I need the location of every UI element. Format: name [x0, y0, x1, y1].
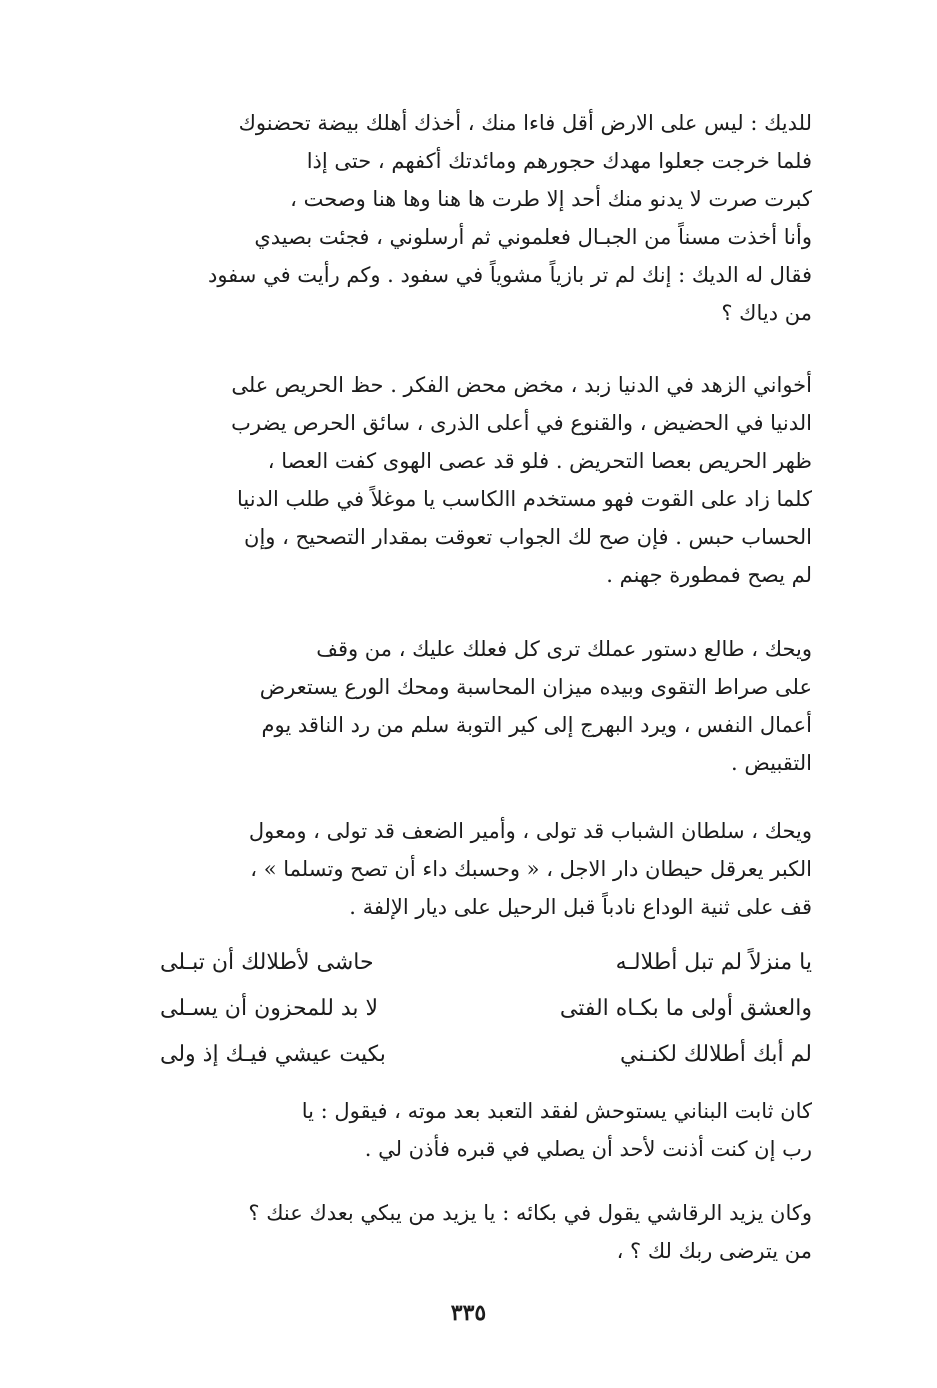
text-line: كبرت صرت لا يدنو منك أحد إلا طرت ها هنا وها هنا وصحت ،	[290, 187, 812, 211]
paragraph-zuhd	[160, 366, 812, 594]
verse-first-hemistich: لم أبك أطلالك لكنـني	[619, 1042, 812, 1067]
text-line: كلما زاد على القوت فهو مستخدم االكاسب يا موغلاً في طلب الدنيا	[237, 487, 812, 511]
verse-second-hemistich: لا بد للمحزون أن يسـلى	[160, 996, 379, 1021]
poem-verse	[160, 986, 812, 1032]
paragraph-waihak-2	[160, 812, 812, 926]
text-line: وأنا أخذت مسناً من الجبـال فعلموني ثم أرسلوني ، فجئت بصيدي	[254, 225, 812, 249]
poem-verse	[160, 1032, 812, 1078]
text-line: الكبر يعرقل حيطان دار الاجل ، « وحسبك داء أن تصح وتسلما » ،	[250, 857, 812, 881]
text-line: فقال له الديك : إنك لم تر بازياً مشوياً في سفود . وكم رأيت في سفود	[207, 263, 812, 287]
poem-verses	[160, 940, 812, 1078]
text-line: ويحك ، سلطان الشباب قد تولى ، وأمير الضعف قد تولى ، ومعول	[248, 819, 812, 843]
text-line: الحساب حبس . فإن صح لك الجواب تعوقت بمقدار التصحيح ، وإن	[244, 525, 812, 549]
text-line: لم يصح فمطورة جهنم .	[606, 563, 812, 587]
paragraph-thabit-albunani	[160, 1092, 812, 1168]
verse-first-hemistich: والعشق أولى ما بكـاه الفتى	[559, 996, 812, 1021]
text-line: أخواني الزهد في الدنيا زبد ، مخض محض الفكر . حظ الحريص على	[231, 373, 812, 397]
text-line: وكان يزيد الرقاشي يقول في بكائه : يا يزيد من يبكي بعدك عنك ؟	[248, 1201, 812, 1225]
text-line: الدنيا في الحضيض ، والقنوع في أعلى الذرى ، سائق الحرص يضرب	[231, 411, 812, 435]
poem-verse	[160, 940, 812, 986]
verse-second-hemistich: بكيت عيشي فيـك إذ ولى	[160, 1042, 386, 1067]
page-number: ٣٣٥	[450, 1300, 487, 1326]
verse-first-hemistich: يا منزلاً لم تبل أطلالـه	[615, 950, 812, 975]
text-line: التقبيض .	[731, 751, 812, 775]
paragraph-rooster-story	[160, 104, 812, 332]
text-line: رب إن كنت أذنت لأحد أن يصلي في قبره فأذن لي .	[364, 1137, 812, 1161]
text-line: ظهر الحريص بعصا التحريض . فلو قد عصى الهوى كفت العصا ،	[267, 449, 812, 473]
text-line: أعمال النفس ، ويرد البهرج إلى كير التوبة سلم من رد الناقد يوم	[261, 713, 812, 737]
text-line: من دياك ؟	[721, 301, 812, 325]
paragraph-yazid-alraqashi	[160, 1194, 812, 1270]
paragraph-waihak-1	[160, 630, 812, 782]
text-line: قف على ثنية الوداع نادباً قبل الرحيل على ديار الإلفة .	[349, 895, 812, 919]
text-line: للديك : ليس على الارض أقل فاءا منك ، أخذك أهلك بيضة تحضنوك	[238, 111, 812, 135]
text-line: على صراط التقوى وبيده ميزان المحاسبة ومحك الورع يستعرض	[259, 675, 812, 699]
text-line: ويحك ، طالع دستور عملك ترى كل فعلك عليك ، من وقف	[316, 637, 812, 661]
verse-second-hemistich: حاشى لأطلالك أن تبـلى	[160, 950, 374, 975]
text-line: كان ثابت البناني يستوحش لفقد التعبد بعد موته ، فيقول : يا	[301, 1099, 812, 1123]
text-line: فلما خرجت جعلوا مهدك حجورهم ومائدتك أكفهم ، حتى إذا	[306, 149, 812, 173]
text-line: من يترضى ربك لك ؟ ،	[616, 1239, 812, 1263]
